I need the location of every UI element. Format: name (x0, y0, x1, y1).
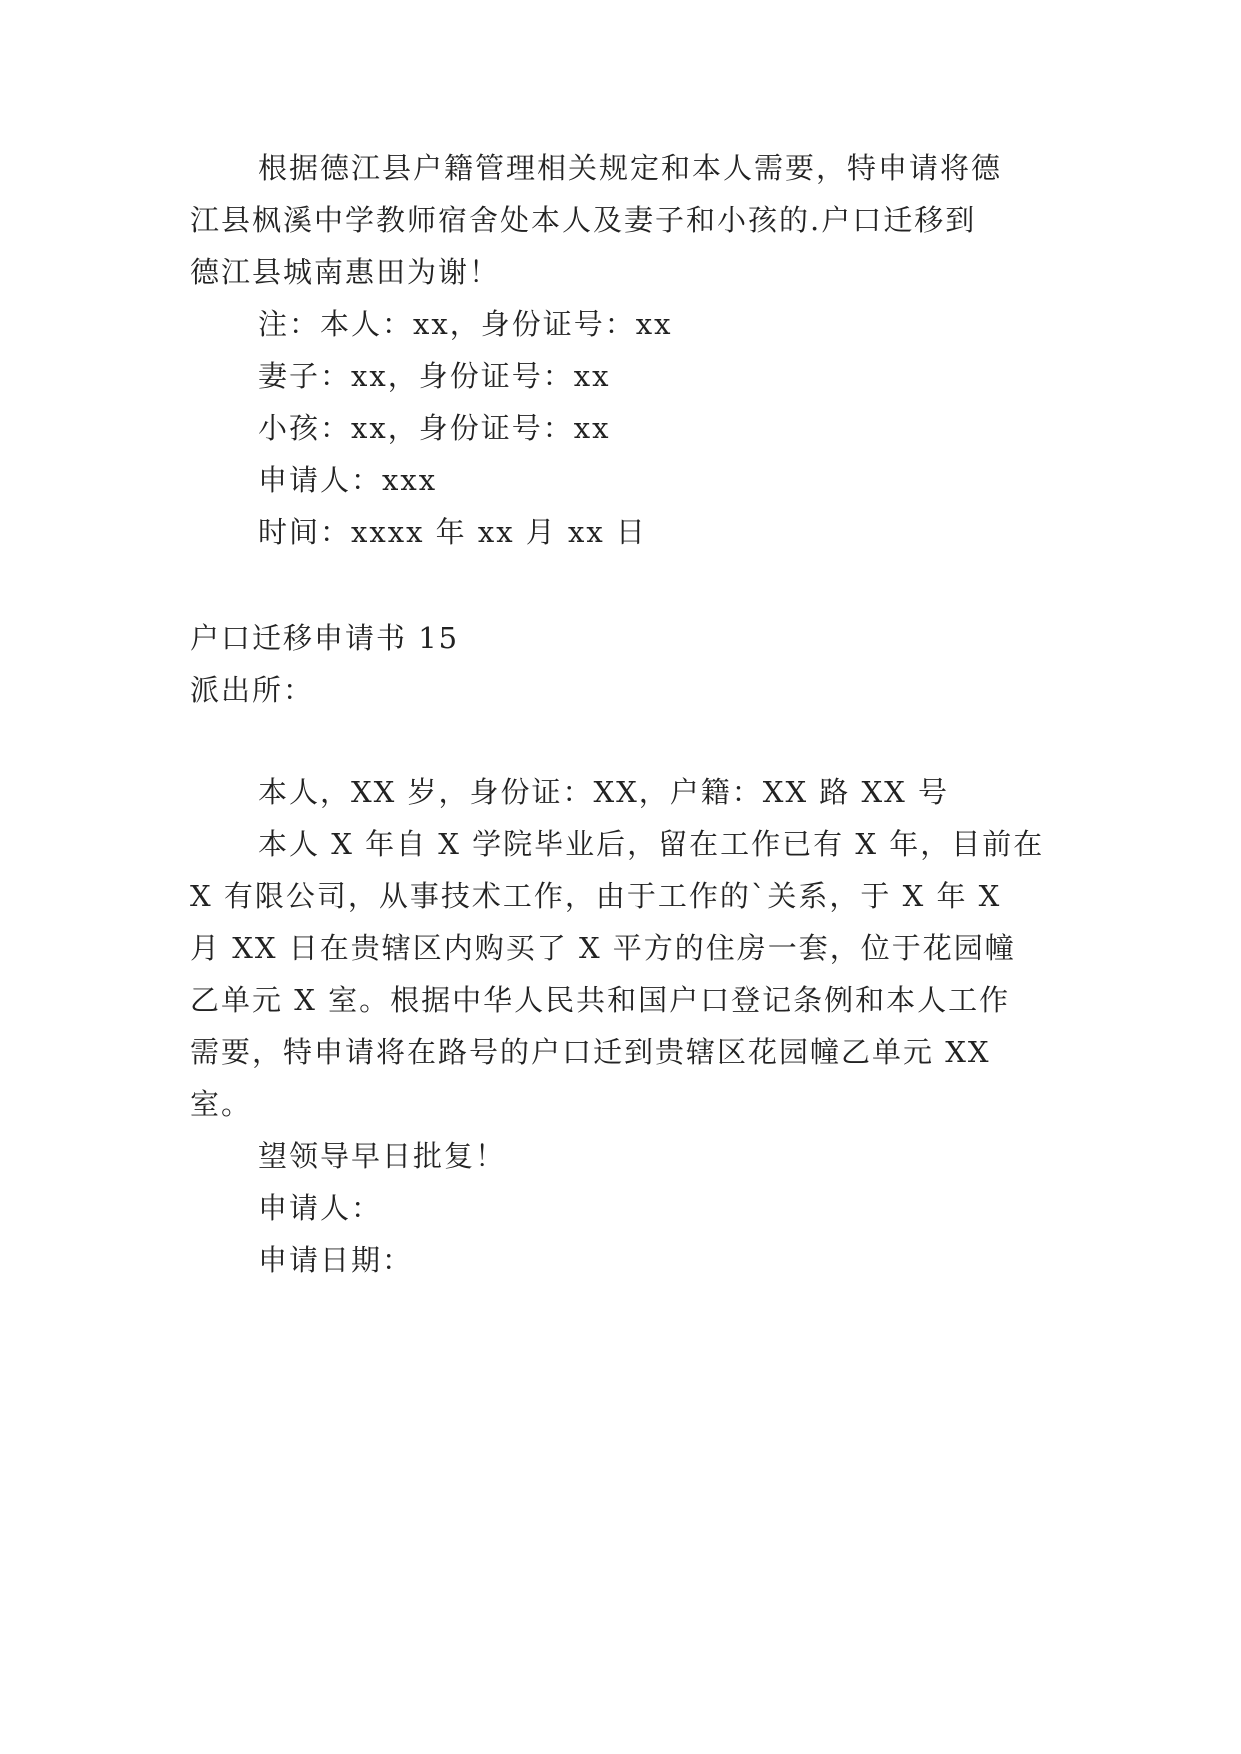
applicant-line: 申请人：xxx (258, 463, 438, 497)
time-line: 时间：xxxx 年 xx 月 xx 日 (258, 515, 647, 549)
paragraph-line: 乙单元 X 室。根据中华人民共和国户口登记条例和本人工作 (190, 983, 1011, 1017)
note-wife: 妻子：xx，身份证号：xx (258, 359, 611, 393)
intro-line: 本人，XX 岁，身份证：XX，户籍：XX 路 XX 号 (258, 775, 950, 809)
closing-line: 望领导早日批复！ (258, 1139, 507, 1173)
paragraph-line: 月 XX 日在贵辖区内购买了 X 平方的住房一套，位于花园幢 (190, 931, 1016, 965)
paragraph-line: 江县枫溪中学教师宿舍处本人及妻子和小孩的.户口迁移到 (190, 203, 977, 237)
paragraph-line: X 有限公司，从事技术工作，由于工作的`关系，于 X 年 X (190, 879, 1002, 913)
date-line: 申请日期： (258, 1243, 414, 1277)
addressee: 派出所： (190, 673, 315, 707)
note-self: 注：本人：xx，身份证号：xx (258, 307, 673, 341)
paragraph-line: 本人 X 年自 X 学院毕业后，留在工作已有 X 年，目前在 (258, 827, 1045, 861)
applicant-line: 申请人： (258, 1191, 383, 1225)
paragraph-line: 根据德江县户籍管理相关规定和本人需要，特申请将德 (258, 151, 1003, 185)
paragraph-line: 需要，特申请将在路号的户口迁到贵辖区花园幢乙单元 XX (190, 1035, 991, 1069)
paragraph-line: 室。 (190, 1087, 253, 1121)
paragraph-line: 德江县城南惠田为谢！ (190, 255, 501, 289)
document-title: 户口迁移申请书 15 (190, 621, 460, 655)
note-child: 小孩：xx，身份证号：xx (258, 411, 611, 445)
